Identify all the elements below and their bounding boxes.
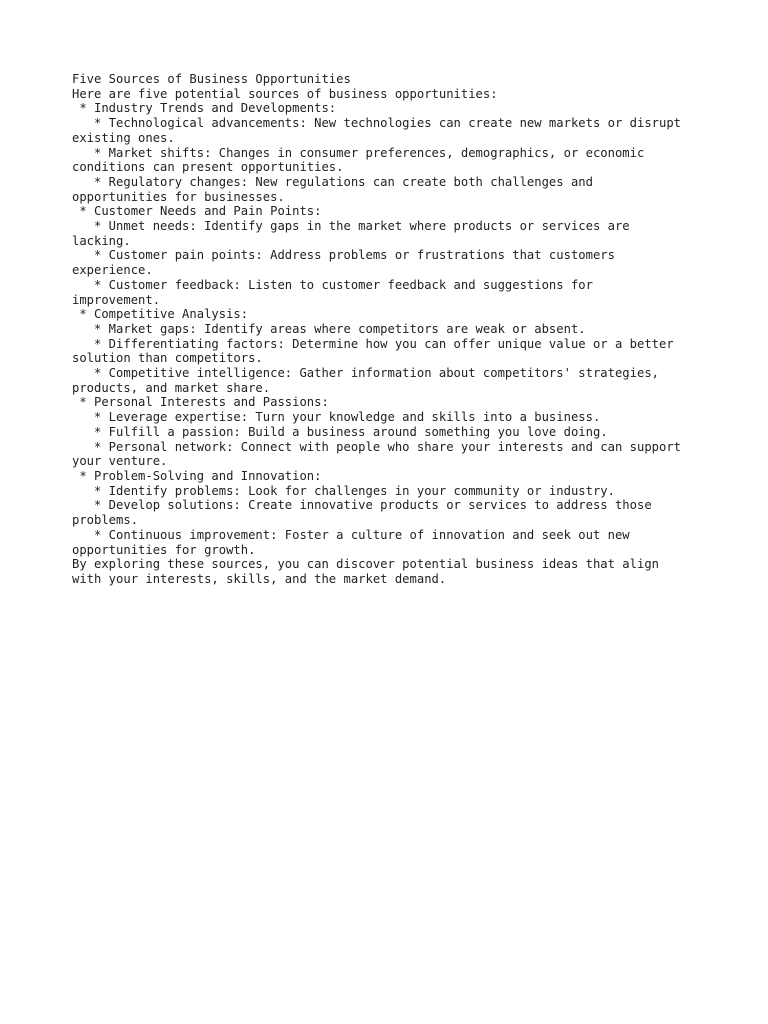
document-line: * Market shifts: Changes in consumer preferences, demographics, or economic: [72, 145, 645, 160]
document-line: your venture.: [72, 454, 168, 469]
document-line: lacking.: [72, 233, 131, 248]
document-line: * Market gaps: Identify areas where competitors are weak or absent.: [72, 321, 586, 336]
document-line: * Continuous improvement: Foster a culture of innovation and seek out new: [72, 527, 630, 542]
document-line: * Customer feedback: Listen to customer feedback and suggestions for: [72, 277, 593, 292]
document-line: * Differentiating factors: Determine how you can offer unique value or a better: [72, 336, 674, 351]
document-line: Here are five potential sources of business opportunities:: [72, 86, 498, 101]
document-line: solution than competitors.: [72, 351, 263, 366]
document-line: existing ones.: [72, 130, 175, 145]
document-line: opportunities for growth.: [72, 542, 256, 557]
document-line: * Industry Trends and Developments:: [72, 101, 337, 116]
document-line: * Leverage expertise: Turn your knowledge and skills into a business.: [72, 410, 601, 425]
document-line: * Problem-Solving and Innovation:: [72, 468, 322, 483]
document-line: problems.: [72, 513, 139, 528]
document-line: By exploring these sources, you can discover potential business ideas that align: [72, 557, 659, 572]
document-line: * Unmet needs: Identify gaps in the market where products or services are: [72, 219, 630, 234]
document-line: opportunities for businesses.: [72, 189, 285, 204]
document-line: experience.: [72, 263, 153, 278]
document-line: * Identify problems: Look for challenges in your community or industry.: [72, 483, 615, 498]
document-line: with your interests, skills, and the market demand.: [72, 571, 447, 586]
document-line: * Regulatory changes: New regulations can create both challenges and: [72, 174, 593, 189]
document-line: * Personal Interests and Passions:: [72, 395, 329, 410]
document-line: * Competitive intelligence: Gather information about competitors' strategies,: [72, 366, 659, 381]
document-title: Five Sources of Business Opportunities: [72, 72, 351, 86]
document-line: improvement.: [72, 292, 161, 307]
document-body: [72, 72, 768, 587]
document-line: * Develop solutions: Create innovative products or services to address those: [72, 498, 652, 513]
document-line: products, and market share.: [72, 380, 271, 395]
document-line: * Customer pain points: Address problems or frustrations that customers: [72, 248, 615, 263]
document-line: conditions can present opportunities.: [72, 160, 344, 175]
document-line: * Customer Needs and Pain Points:: [72, 204, 322, 219]
document-line: * Fulfill a passion: Build a business around something you love doing.: [72, 424, 608, 439]
document-line: * Competitive Analysis:: [72, 307, 249, 322]
document-line: * Technological advancements: New technologies can create new markets or disrupt: [72, 116, 682, 131]
document-line: * Personal network: Connect with people who share your interests and can support: [72, 439, 682, 454]
